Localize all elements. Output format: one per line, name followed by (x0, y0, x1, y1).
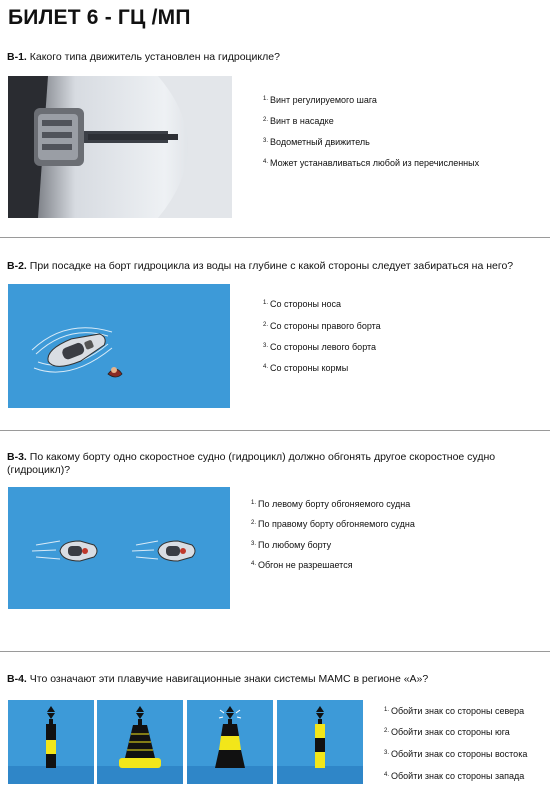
answer-option[interactable] (384, 748, 527, 760)
answer-text: Водометный движитель (270, 137, 370, 147)
answer-number: 2. (263, 322, 269, 328)
answer-number: 1. (263, 96, 269, 102)
answer-text: Может устанавливаться любой из перечисленных (270, 158, 480, 168)
question-1-text: Какого типа движитель установлен на гидроцикле? (29, 51, 280, 63)
answer-text: Винт в насадке (270, 116, 334, 126)
answer-number: 3. (263, 343, 269, 349)
buoy-panel-2 (97, 700, 183, 784)
answer-text: По левому борту обгоняемого судна (258, 499, 411, 509)
answer-number: 4. (263, 159, 269, 165)
question-4 (7, 673, 527, 686)
answer-option[interactable] (384, 770, 524, 782)
answer-number: 3. (251, 541, 257, 547)
answer-number: 2. (384, 728, 390, 734)
answer-text: По правому борту обгоняемого судна (258, 519, 415, 529)
question-3 (7, 451, 527, 477)
answer-text: Обойти знак со стороны севера (391, 706, 525, 716)
answer-number: 1. (263, 300, 269, 306)
question-3-text: По какому борту одно скоростное судно (гидроцикл) должно обгонять другое скоростное судно (гидроцикл)? (7, 451, 496, 476)
answer-text: Со стороны правого борта (270, 321, 381, 331)
answer-number: 2. (263, 117, 269, 123)
question-2-number: В-2. (7, 260, 27, 272)
answer-text: По любому борту (258, 540, 332, 550)
answer-number: 4. (251, 561, 257, 567)
answer-text: Винт регулируемого шага (270, 95, 377, 105)
answer-option[interactable] (251, 559, 353, 571)
answer-number: 4. (263, 364, 269, 370)
question-4-text: Что означают эти плавучие навигационные знаки системы МАМС в регионе «А»? (29, 673, 429, 685)
answer-number: 1. (384, 707, 390, 713)
answer-text: Со стороны носа (270, 299, 341, 309)
answer-text: Со стороны левого борта (270, 342, 377, 352)
answer-number: 4. (384, 772, 390, 778)
answer-option[interactable] (251, 518, 415, 530)
boarding-illustration (8, 284, 230, 408)
buoy-panel-1 (8, 700, 94, 784)
answer-option[interactable] (263, 115, 334, 127)
answer-option[interactable] (251, 498, 410, 510)
answer-option[interactable] (251, 539, 331, 551)
jet-propulsion-photo (8, 76, 232, 218)
overtaking-illustration (8, 487, 230, 609)
answer-text: Обойти знак со стороны юга (391, 727, 510, 737)
answer-text: Со стороны кормы (270, 363, 349, 373)
question-4-number: В-4. (7, 673, 27, 685)
answer-option[interactable] (263, 341, 376, 353)
buoy-panel-4 (277, 700, 363, 784)
question-1-number: В-1. (7, 51, 27, 63)
question-3-number: В-3. (7, 451, 27, 463)
answer-option[interactable] (263, 136, 370, 148)
answer-number: 1. (251, 500, 257, 506)
answer-number: 3. (263, 138, 269, 144)
question-2 (7, 260, 527, 273)
answer-number: 3. (384, 750, 390, 756)
answer-text: Обойти знак со стороны востока (391, 749, 528, 759)
divider (0, 430, 550, 431)
answer-option[interactable] (384, 726, 510, 738)
answer-option[interactable] (263, 320, 381, 332)
answer-option[interactable] (263, 298, 341, 310)
answer-option[interactable] (263, 94, 377, 106)
divider (0, 237, 550, 238)
divider (0, 651, 550, 652)
buoy-panel-3 (187, 700, 273, 784)
question-1 (7, 51, 527, 64)
answer-option[interactable] (384, 705, 524, 717)
question-2-text: При посадке на борт гидроцикла из воды на глубине с какой стороны следует забираться на него? (29, 260, 514, 272)
answer-number: 2. (251, 520, 257, 526)
ticket-title: БИЛЕТ 6 - ГЦ /МП (8, 6, 191, 29)
answer-option[interactable] (263, 362, 348, 374)
answer-text: Обойти знак со стороны запада (391, 771, 525, 781)
answer-option[interactable] (263, 157, 479, 169)
answer-text: Обгон не разрешается (258, 560, 353, 570)
